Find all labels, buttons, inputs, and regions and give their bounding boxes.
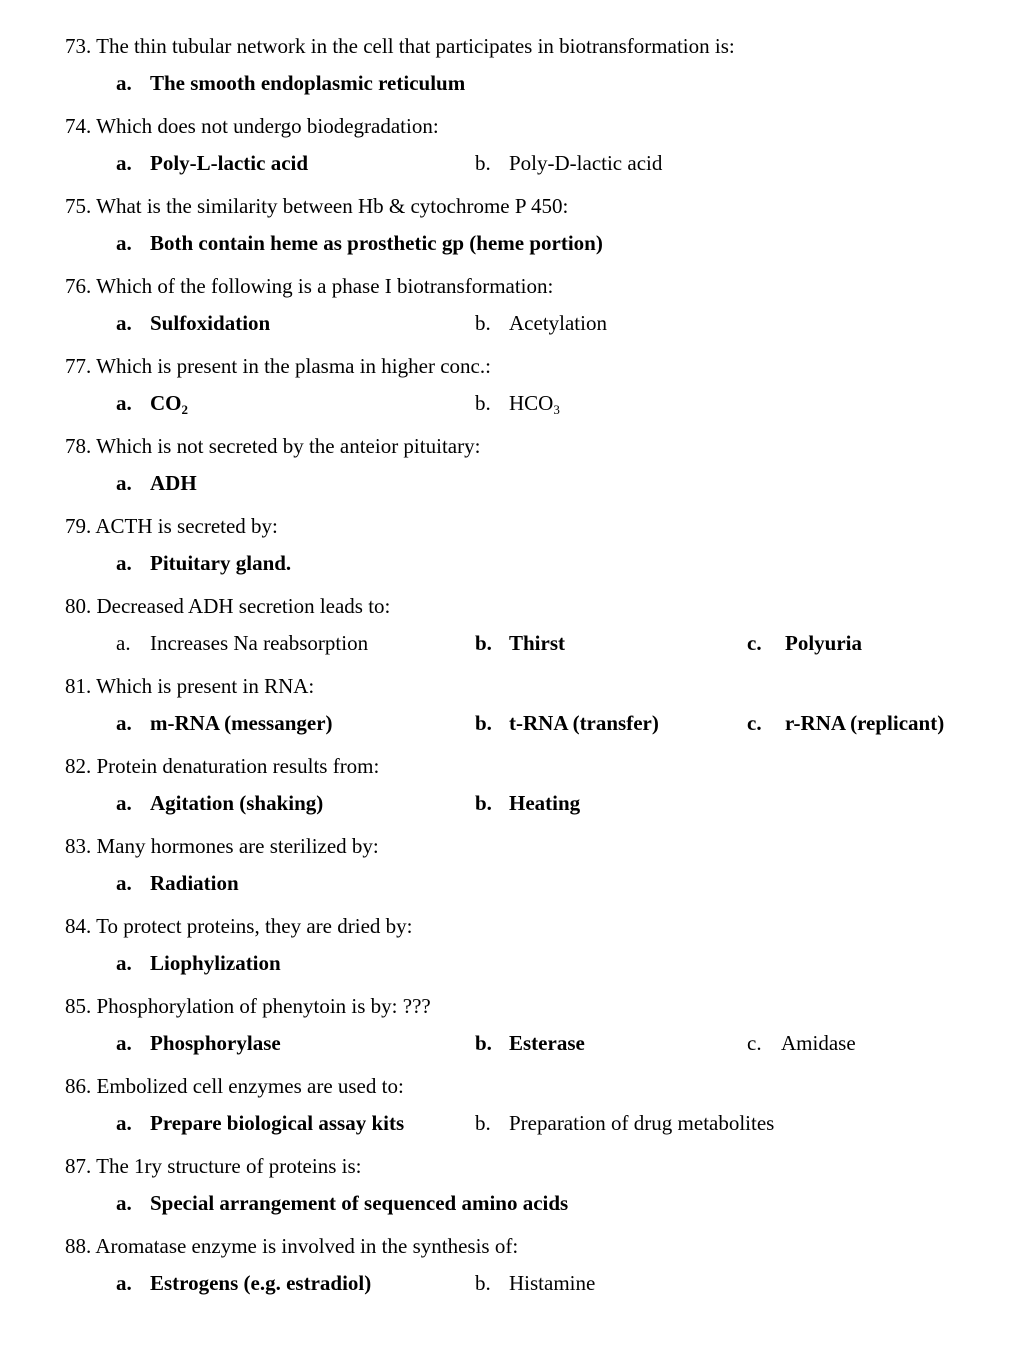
option-text <box>150 1110 404 1136</box>
option-text <box>150 470 197 496</box>
options-row <box>65 390 965 416</box>
option-letter: a. <box>116 391 132 415</box>
question-number: 77. <box>65 354 92 378</box>
option-label: Special arrangement of sequenced amino acids <box>150 1191 569 1215</box>
option-label: Both contain heme as prosthetic gp (heme portion) <box>150 231 603 255</box>
option-letter: b. <box>475 631 492 655</box>
question-stem: Which is present in the plasma in higher conc.: <box>96 354 491 378</box>
options-row <box>65 470 965 496</box>
question-stem: Which is present in RNA: <box>96 674 315 698</box>
option-letter: b. <box>475 1111 491 1135</box>
question-stem: Embolized cell enzymes are used to: <box>96 1074 404 1098</box>
option-text <box>781 1030 856 1056</box>
options-row <box>65 230 965 256</box>
option-letter: a. <box>116 951 132 975</box>
option-letter: a. <box>116 151 132 175</box>
option-text <box>509 1030 585 1056</box>
question-number: 81. <box>65 674 92 698</box>
option-label: Histamine <box>509 1271 596 1295</box>
option-label: Sulfoxidation <box>150 311 271 335</box>
question-text <box>65 593 390 619</box>
option-text <box>150 790 323 816</box>
question-number: 83. <box>65 834 92 858</box>
option-letter: a. <box>116 1031 132 1055</box>
question-stem: The thin tubular network in the cell that participates in biotransformation is: <box>96 34 735 58</box>
option-label: Agitation (shaking) <box>150 791 324 815</box>
option-label: Estrogens (e.g. estradiol) <box>150 1271 372 1295</box>
option-text <box>509 1110 774 1136</box>
option-letter: a. <box>116 311 132 335</box>
option-letter: b. <box>475 311 491 335</box>
option-text <box>509 710 659 736</box>
question-stem: Many hormones are sterilized by: <box>96 834 379 858</box>
option-text <box>509 790 580 816</box>
option-label: r-RNA (replicant) <box>785 711 945 735</box>
option-text <box>150 710 333 736</box>
option-label: m-RNA (messanger) <box>150 711 333 735</box>
option-label: Preparation of drug metabolites <box>509 1111 775 1135</box>
option-label: CO <box>150 391 182 415</box>
options-row <box>65 550 965 576</box>
question-stem: To protect proteins, they are dried by: <box>96 914 413 938</box>
question-stem: Phosphorylation of phenytoin is by: ??? <box>96 994 431 1018</box>
question-text <box>65 1233 518 1259</box>
options-row <box>65 950 965 976</box>
question-number: 84. <box>65 914 92 938</box>
question-number: 86. <box>65 1074 92 1098</box>
option-label: t-RNA (transfer) <box>509 711 659 735</box>
option-label: Phosphorylase <box>150 1031 281 1055</box>
option-label: Polyuria <box>785 631 862 655</box>
question-stem: Which is not secreted by the anteior pituitary: <box>96 434 481 458</box>
question-stem: Protein denaturation results from: <box>96 754 380 778</box>
question-stem: Which of the following is a phase I biotransformation: <box>96 274 554 298</box>
option-letter: b. <box>475 1271 491 1295</box>
question-number: 73. <box>65 34 92 58</box>
question-number: 87. <box>65 1154 92 1178</box>
question-stem: ACTH is secreted by: <box>95 514 278 538</box>
option-letter: c. <box>747 631 762 655</box>
option-text <box>509 310 607 336</box>
option-label: Amidase <box>781 1031 856 1055</box>
option-label: Prepare biological assay kits <box>150 1111 405 1135</box>
options-row <box>65 70 965 96</box>
options-row <box>65 1270 965 1296</box>
option-letter: a. <box>116 711 132 735</box>
option-label: Poly-L-lactic acid <box>150 151 309 175</box>
option-letter: b. <box>475 791 492 815</box>
question-text <box>65 1073 404 1099</box>
option-letter: a. <box>116 231 132 255</box>
option-text <box>150 70 465 96</box>
option-text <box>150 390 188 416</box>
option-label: HCO <box>509 391 554 415</box>
question-stem: The 1ry structure of proteins is: <box>96 1154 362 1178</box>
question-text <box>65 513 278 539</box>
option-letter: a. <box>116 631 131 655</box>
question-stem: Decreased ADH secretion leads to: <box>96 594 391 618</box>
option-label: Esterase <box>509 1031 585 1055</box>
options-row <box>65 790 965 816</box>
question-number: 80. <box>65 594 92 618</box>
option-letter: a. <box>116 71 132 95</box>
option-label: Increases Na reabsorption <box>150 631 369 655</box>
question-number: 75. <box>65 194 92 218</box>
question-text <box>65 353 491 379</box>
options-row <box>65 1030 965 1056</box>
question-text <box>65 273 553 299</box>
option-label: The smooth endoplasmic reticulum <box>150 71 466 95</box>
option-letter: a. <box>116 871 132 895</box>
option-letter: a. <box>116 471 132 495</box>
option-letter: a. <box>116 791 132 815</box>
question-text <box>65 1153 361 1179</box>
question-number: 78. <box>65 434 92 458</box>
question-text <box>65 753 379 779</box>
options-row <box>65 1190 965 1216</box>
options-row <box>65 150 965 176</box>
option-text <box>150 870 239 896</box>
option-text <box>150 1190 568 1216</box>
question-stem: Aromatase enzyme is involved in the synthesis of: <box>95 1234 519 1258</box>
options-row <box>65 870 965 896</box>
option-text <box>150 550 291 576</box>
question-text <box>65 193 568 219</box>
options-row <box>65 310 965 336</box>
question-number: 79. <box>65 514 92 538</box>
option-text <box>150 950 281 976</box>
option-text <box>150 310 270 336</box>
question-text <box>65 113 439 139</box>
option-label: Radiation <box>150 871 239 895</box>
question-text <box>65 833 379 859</box>
option-text <box>150 230 603 256</box>
option-label: Poly-D-lactic acid <box>509 151 663 175</box>
question-text <box>65 673 314 699</box>
question-number: 76. <box>65 274 92 298</box>
question-text <box>65 993 431 1019</box>
option-letter: a. <box>116 1271 132 1295</box>
option-label: Pituitary gland. <box>150 551 292 575</box>
option-text <box>150 1270 371 1296</box>
option-letter: c. <box>747 711 762 735</box>
option-label: Heating <box>509 791 581 815</box>
option-text <box>785 710 944 736</box>
option-text <box>150 630 368 656</box>
option-text <box>509 630 565 656</box>
options-row <box>65 630 965 656</box>
option-letter: b. <box>475 151 491 175</box>
option-letter: a. <box>116 551 132 575</box>
question-number: 88. <box>65 1234 92 1258</box>
question-number: 74. <box>65 114 92 138</box>
option-label: Liophylization <box>150 951 281 975</box>
option-letter: b. <box>475 391 491 415</box>
option-label: ADH <box>150 471 197 495</box>
option-letter: a. <box>116 1111 132 1135</box>
option-text <box>150 1030 281 1056</box>
question-number: 85. <box>65 994 92 1018</box>
question-text <box>65 33 735 59</box>
question-stem: What is the similarity between Hb & cytochrome P 450: <box>96 194 569 218</box>
subscript: 2 <box>181 402 188 417</box>
question-text <box>65 433 480 459</box>
option-letter: a. <box>116 1191 132 1215</box>
option-label: Acetylation <box>509 311 607 335</box>
option-text <box>509 390 560 416</box>
options-row <box>65 1110 965 1136</box>
question-number: 82. <box>65 754 92 778</box>
question-text <box>65 913 412 939</box>
option-text <box>509 150 662 176</box>
question-stem: Which does not undergo biodegradation: <box>96 114 439 138</box>
option-letter: b. <box>475 1031 492 1055</box>
option-letter: c. <box>747 1031 762 1055</box>
option-text <box>509 1270 595 1296</box>
option-letter: b. <box>475 711 492 735</box>
option-text <box>785 630 862 656</box>
option-label: Thirst <box>509 631 566 655</box>
subscript: 3 <box>553 402 560 417</box>
option-text <box>150 150 308 176</box>
options-row <box>65 710 965 736</box>
